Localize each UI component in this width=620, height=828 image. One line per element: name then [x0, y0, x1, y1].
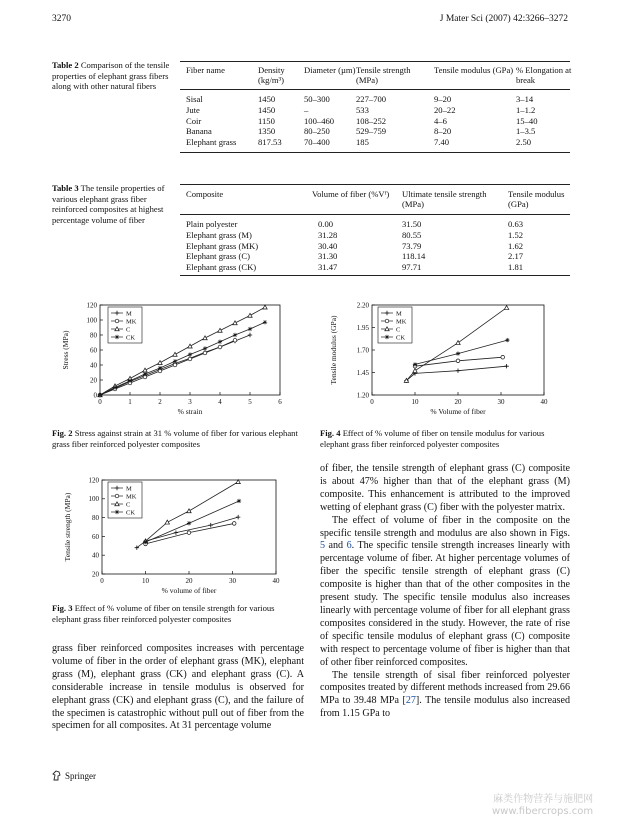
reference-27-link[interactable]: 27: [405, 695, 416, 707]
data-point-c: [413, 369, 417, 373]
table2: [186, 65, 576, 148]
data-point-c: [504, 306, 508, 310]
right-column-text: [320, 463, 570, 721]
page-number: 3270: [52, 14, 71, 24]
table3-header: Composite: [186, 189, 224, 199]
data-point-m: [504, 364, 508, 368]
legend-marker: [115, 319, 119, 323]
legend-marker: [115, 494, 119, 498]
legend-label: CK: [126, 509, 136, 517]
legend-box: [108, 482, 142, 518]
paragraph: grass fiber reinforced composites increases with percentage volume of fiber in the order of elephant grass (MK), elephant grass (M), elephant grass (CK) and elephant grass (C). A considerable increase in tensile modulus is observed for elephant grass (CK) and elephant grass (C), and the failure of the specimen is catastrophic without pull out of fiber from the specimen for all composites. At 31 percentage volume: [52, 643, 304, 732]
x-tick-label: 20: [454, 398, 462, 406]
data-point-ck: [128, 379, 132, 383]
y-tick-label: 40: [92, 551, 99, 560]
table3-caption: [52, 183, 170, 225]
data-point-m: [248, 333, 252, 337]
y-tick-label: 1.45: [356, 368, 369, 377]
table-row: Coir 1150 100–460 108–252 4–6 15–40: [186, 115, 538, 126]
y-tick-label: 100: [86, 316, 97, 325]
publisher-footer: Springer: [52, 770, 96, 781]
x-tick-label: 30: [497, 398, 505, 406]
y-tick-label: 1.95: [356, 323, 369, 332]
x-tick-label: 1: [128, 398, 132, 406]
x-tick-label: 3: [188, 398, 192, 406]
data-point-c: [218, 328, 222, 332]
data-point-c: [188, 344, 192, 348]
figure-2-caption: Fig. 2 Stress against strain at 31 % volume of fiber for various elephant grass fiber reinforced polyester composites: [52, 428, 298, 449]
x-tick-label: 20: [185, 577, 193, 585]
legend-label: MK: [126, 318, 137, 326]
data-point-mk: [188, 357, 192, 361]
data-point-m: [236, 515, 240, 519]
legend-label: M: [126, 310, 132, 318]
y-tick-label: 0: [93, 391, 97, 400]
journal-reference: J Mater Sci (2007) 42:3266–3272: [439, 14, 568, 24]
y-tick-label: 20: [92, 570, 99, 579]
table2-header: Diameter (µm): [304, 65, 356, 75]
data-point-mk: [173, 363, 177, 367]
x-tick-label: 6: [278, 398, 282, 406]
y-tick-label: 100: [88, 495, 99, 504]
figure-3: [60, 472, 296, 603]
data-point-ck: [263, 320, 267, 324]
y-tick-label: 60: [90, 346, 97, 355]
y-axis-label: Stress (MPa): [61, 330, 70, 370]
table-row: Elephant grass (MK) 30.40 73.79 1.62: [186, 240, 524, 251]
legend-label: CK: [396, 334, 406, 342]
x-tick-label: 10: [411, 398, 419, 406]
data-point-ck: [188, 352, 192, 356]
table2-header: Fiber name: [186, 65, 225, 75]
y-axis-label: Tensile modulus (GPa): [329, 315, 338, 385]
y-tick-label: 120: [88, 476, 99, 485]
data-point-ck: [173, 359, 177, 363]
table-row: Elephant grass 817.53 70–400 185 7.40 2.50: [186, 137, 532, 148]
x-tick-label: 4: [218, 398, 222, 406]
table2-caption-text: Comparison of the tensile properties of elephant grass fibers along with other natural fibers: [52, 60, 170, 92]
table2-caption: [52, 60, 170, 92]
paragraph: The effect of volume of fiber in the composite on the specific tensile strength and modulus are also shown in Figs. 5 and 6. The specific tensile strength increases linearly with percentage volume of fiber. At higher percentage volumes of fiber the specific tensile strength of elephant grass (C) composite is higher than that of the other composites in the present study. The specific tensile modulus also increases linearly with percentage volume of fiber for all elephant grass composites considered in the study. However, the rate of rise of specific tensile modulus of elephant grass (C) composite with respect to percentage volume of fiber is higher than that of other fiber reinforced composites.: [320, 514, 570, 668]
figure-3-chart: [60, 472, 296, 598]
data-point-mk: [456, 359, 460, 363]
figure-5-link[interactable]: 5: [320, 540, 326, 552]
data-point-mk: [187, 531, 191, 535]
legend-label: C: [126, 326, 131, 334]
series-line-m: [406, 366, 506, 380]
x-tick-label: 0: [370, 398, 374, 406]
data-point-c: [248, 313, 252, 317]
data-point-ck: [203, 346, 207, 350]
figure-4-caption: Fig. 4 Effect of % volume of fiber on tensile modulus for various elephant grass fiber reinforced polyester composites: [320, 428, 545, 449]
table3-header: Tensile modulus (GPa): [508, 189, 565, 209]
y-tick-label: 80: [92, 514, 99, 522]
y-tick-label: 120: [86, 301, 97, 310]
x-tick-label: 2: [158, 398, 162, 406]
springer-horse-icon: [52, 770, 62, 781]
legend-label: CK: [126, 334, 136, 342]
data-point-m: [209, 523, 213, 527]
x-tick-label: 0: [98, 398, 102, 406]
paragraph: of fiber, the tensile strength of elephant grass (C) composite is about 47% higher than that of the elephant grass (M) composite. This enhancement is attributed to the improved wetting of elephant grass (C) fiber with the polyester matrix.: [320, 463, 570, 513]
table3-label: Table 3: [52, 183, 79, 193]
data-point-ck: [143, 540, 147, 544]
data-point-c: [173, 352, 177, 356]
table2-header: Tensile modulus (GPa): [434, 65, 514, 75]
data-point-ck: [187, 521, 191, 525]
data-point-c: [203, 336, 207, 340]
legend-label: MK: [126, 493, 137, 501]
x-tick-label: 0: [100, 577, 104, 585]
data-point-mk: [501, 355, 505, 359]
legend-label: MK: [396, 318, 407, 326]
legend-label: C: [396, 326, 401, 334]
table-row: Elephant grass (CK) 31.47 97.71 1.81: [186, 262, 524, 273]
data-point-mk: [203, 351, 207, 355]
figure-4: [326, 297, 558, 424]
data-point-mk: [233, 338, 237, 342]
y-tick-label: 80: [90, 331, 97, 340]
data-point-ck: [456, 351, 460, 355]
x-tick-label: 40: [272, 577, 280, 585]
figure-2-chart: [58, 297, 294, 419]
data-point-ck: [158, 366, 162, 370]
table-row: Banana 1350 80–250 529–759 8–20 1–3.5: [186, 126, 536, 137]
table2-label: Table 2: [52, 60, 79, 70]
legend-label: M: [126, 485, 132, 493]
figure-3-caption: Fig. 3 Effect of % volume of fiber on tensile strength for various elephant grass fiber reinforced polyester composites: [52, 603, 275, 624]
y-tick-label: 1.70: [356, 346, 369, 355]
data-point-c: [456, 341, 460, 345]
x-tick-label: 10: [142, 577, 149, 585]
y-axis-label: Tensile strength (MPa): [63, 492, 72, 562]
data-point-c: [143, 368, 147, 372]
y-tick-label: 20: [90, 376, 97, 385]
table2-header: Tensile strength (MPa): [356, 65, 411, 85]
x-axis-label: % strain: [177, 407, 203, 416]
table3-header: Volume of fiber (%Vᶠ): [312, 189, 390, 199]
table3-caption-text: The tensile properties of various elephant grass fiber reinforced composites at highest percentage volume of fiber: [52, 183, 165, 225]
data-point-c: [158, 361, 162, 365]
y-tick-label: 2.20: [356, 301, 369, 310]
data-point-mk: [218, 345, 222, 349]
figure-6-link[interactable]: 6: [346, 540, 352, 552]
x-axis-label: % volume of fiber: [161, 586, 217, 595]
data-point-c: [187, 509, 191, 513]
data-point-ck: [237, 499, 241, 503]
data-point-m: [174, 530, 178, 534]
y-tick-label: 1.20: [356, 391, 369, 400]
table3-header: Ultimate tensile strength (MPa): [402, 189, 487, 209]
left-column-text: [52, 643, 304, 733]
table3: [186, 189, 570, 273]
legend-label: C: [126, 501, 131, 509]
figure-4-chart: [326, 297, 558, 419]
data-point-mk: [232, 522, 236, 526]
table-row: Elephant grass (C) 31.30 118.14 2.17: [186, 251, 524, 262]
legend-box: [378, 307, 412, 343]
y-tick-label: 40: [90, 361, 97, 370]
table-row: Plain polyester 0.00 31.50 0.63: [186, 219, 524, 229]
watermark: 麻类作物营养与施肥网 www.fibercrops.com: [492, 794, 594, 817]
data-point-c: [263, 305, 267, 309]
table2-header: % Elongation at break: [516, 65, 572, 85]
x-tick-label: 30: [229, 577, 236, 585]
x-tick-label: 5: [248, 398, 252, 406]
legend-marker: [385, 319, 389, 323]
data-point-c: [165, 520, 169, 524]
figure-2: [58, 297, 294, 424]
data-point-ck: [143, 372, 147, 376]
legend-box: [108, 307, 142, 343]
data-point-c: [233, 321, 237, 325]
series-line-ck: [146, 501, 240, 542]
data-point-ck: [505, 338, 509, 342]
table-row: Elephant grass (M) 31.28 80.55 1.52: [186, 229, 524, 240]
x-tick-label: 40: [540, 398, 548, 406]
data-point-m: [456, 369, 460, 373]
y-tick-label: 60: [92, 532, 99, 541]
legend-label: M: [396, 310, 402, 318]
x-axis-label: % Volume of fiber: [430, 407, 486, 416]
table-row: Jute 1450 – 533 20–22 1–1.2: [186, 104, 536, 115]
table2-header: Density (kg/m³): [258, 65, 285, 85]
table-row: Sisal 1450 50–300 227–700 9–20 3–14: [186, 94, 534, 104]
data-point-ck: [248, 327, 252, 331]
data-point-ck: [233, 333, 237, 337]
data-point-ck: [218, 340, 222, 344]
paragraph: The tensile strength of sisal fiber reinforced polyester composites treated by different methods increased from 29.66 MPa to 39.48 MPa [27]. The tensile modulus also increased from 1.15 GPa to: [320, 669, 571, 720]
